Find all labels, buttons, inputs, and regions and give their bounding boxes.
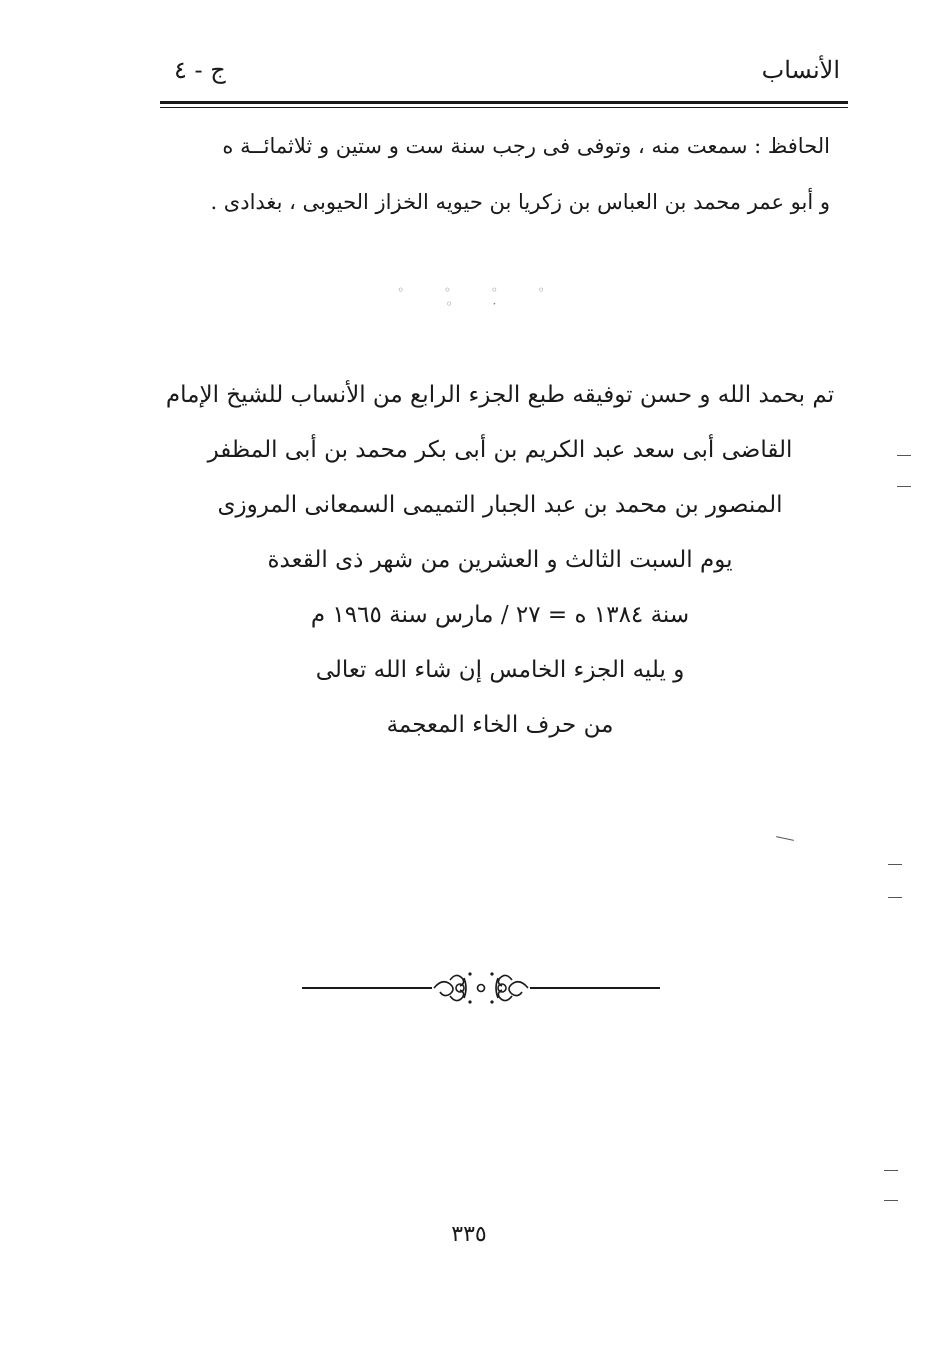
ornament-icon bbox=[300, 960, 662, 1010]
scan-mark bbox=[888, 897, 902, 898]
colophon-line: و يليه الجزء الخامس إن شاء الله تعالى bbox=[315, 657, 685, 683]
colophon-line: من حرف الخاء المعجمة bbox=[386, 712, 614, 738]
scan-mark bbox=[897, 455, 911, 456]
dot-separator: ◦ ◦ ◦ ◦ ◦ · bbox=[397, 283, 563, 311]
ornament-divider bbox=[300, 960, 662, 1010]
body-line: الحافظ : سمعت منه ، وتوفى فى رجب سنة ست و ستين و ثلاثمائــة ه bbox=[222, 134, 830, 158]
colophon bbox=[150, 368, 850, 753]
body-line: و أبو عمر محمد بن العباس بن زكريا بن حيويه الخزاز الحيوبى ، بغدادى . bbox=[210, 190, 830, 214]
colophon-line: تم بحمد الله و حسن توفيقه طبع الجزء الرابع من الأنساب للشيخ الإمام bbox=[165, 382, 835, 408]
header-title: الأنساب bbox=[761, 56, 840, 84]
scan-mark bbox=[884, 1170, 898, 1171]
header-volume: ج - ٤ bbox=[174, 56, 226, 84]
scan-mark bbox=[776, 836, 794, 841]
scan-mark bbox=[888, 864, 902, 865]
colophon-line: المنصور بن محمد بن عبد الجبار التميمى السمعانى المروزى bbox=[217, 492, 783, 518]
colophon-line: يوم السبت الثالث و العشرين من شهر ذى القعدة bbox=[267, 547, 733, 573]
running-header bbox=[160, 52, 846, 92]
scan-mark bbox=[897, 486, 911, 487]
colophon-line: القاضى أبى سعد عبد الكريم بن أبى بكر محمد بن أبى المظفر bbox=[207, 437, 793, 463]
colophon-line: سنة ١٣٨٤ ه = ٢٧ / مارس سنة ١٩٦٥ م bbox=[310, 602, 690, 628]
body-text bbox=[180, 118, 830, 230]
header-rule-thick bbox=[160, 101, 848, 104]
header-rule-thin bbox=[160, 107, 848, 108]
scan-mark bbox=[884, 1200, 898, 1201]
page-number: ٣٣٥ bbox=[451, 1222, 487, 1247]
